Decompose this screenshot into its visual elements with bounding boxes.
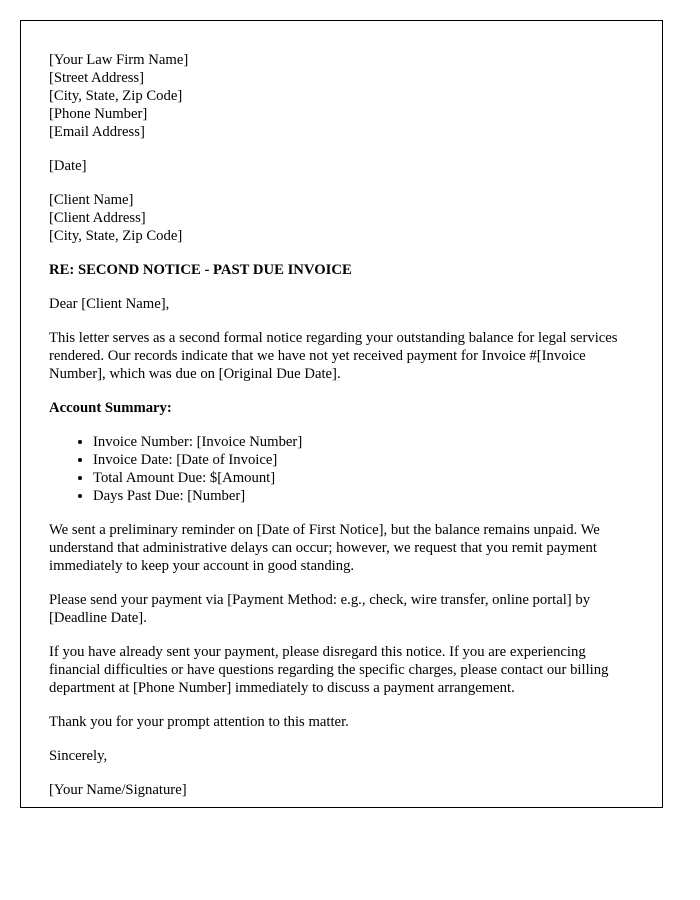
summary-item-days-past-due: • Days Past Due: [Number] xyxy=(93,487,625,505)
account-summary-list xyxy=(49,433,625,505)
sender-address-block xyxy=(49,51,625,141)
sender-line: [City, State, Zip Code] xyxy=(49,88,183,104)
sender-line: [Phone Number] xyxy=(49,106,148,122)
paragraph-reminder: We sent a preliminary reminder on [Date of First Notice], but the balance remains unpaid. We understand that administrative delays can occur; however, we request that you remit payment immediately to keep your account in good standing. xyxy=(49,522,600,574)
paragraph-payment-method: Please send your payment via [Payment Method: e.g., check, wire transfer, online portal] by [Deadline Date]. xyxy=(49,592,591,626)
recipient-line: [City, State, Zip Code] xyxy=(49,228,183,244)
paragraph-disregard: If you have already sent your payment, please disregard this notice. If you are experiencing financial difficulties or have questions regarding the specific charges, please contact our billing department at [Phone Number] immediately to discuss a payment arrangement. xyxy=(49,644,609,696)
recipient-line: [Client Name] xyxy=(49,192,134,208)
summary-item-invoice-number: • Invoice Number: [Invoice Number] xyxy=(93,433,625,451)
account-summary-heading: Account Summary: xyxy=(49,400,172,416)
date-line: [Date] xyxy=(49,158,87,174)
summary-item-total-amount-due: • Total Amount Due: $[Amount] xyxy=(93,469,625,487)
paragraph-thanks: Thank you for your prompt attention to this matter. xyxy=(49,714,349,730)
summary-item-invoice-date: • Invoice Date: [Date of Invoice] xyxy=(93,451,625,469)
salutation: Dear [Client Name], xyxy=(49,296,170,312)
signature-line: [Your Name/Signature] xyxy=(49,782,187,798)
paragraph-intro: This letter serves as a second formal notice regarding your outstanding balance for legal services rendered. Our records indicate that we have not yet received payment for Invoice #[Invoice Number], which was due on [Original Due Date]. xyxy=(49,330,618,382)
sender-line: [Your Law Firm Name] xyxy=(49,52,189,68)
sender-line: [Email Address] xyxy=(49,124,145,140)
letter-frame xyxy=(20,20,663,808)
subject-line: RE: SECOND NOTICE - PAST DUE INVOICE xyxy=(49,262,352,278)
sender-line: [Street Address] xyxy=(49,70,145,86)
recipient-line: [Client Address] xyxy=(49,210,146,226)
recipient-address-block xyxy=(49,191,625,245)
closing: Sincerely, xyxy=(49,748,108,764)
